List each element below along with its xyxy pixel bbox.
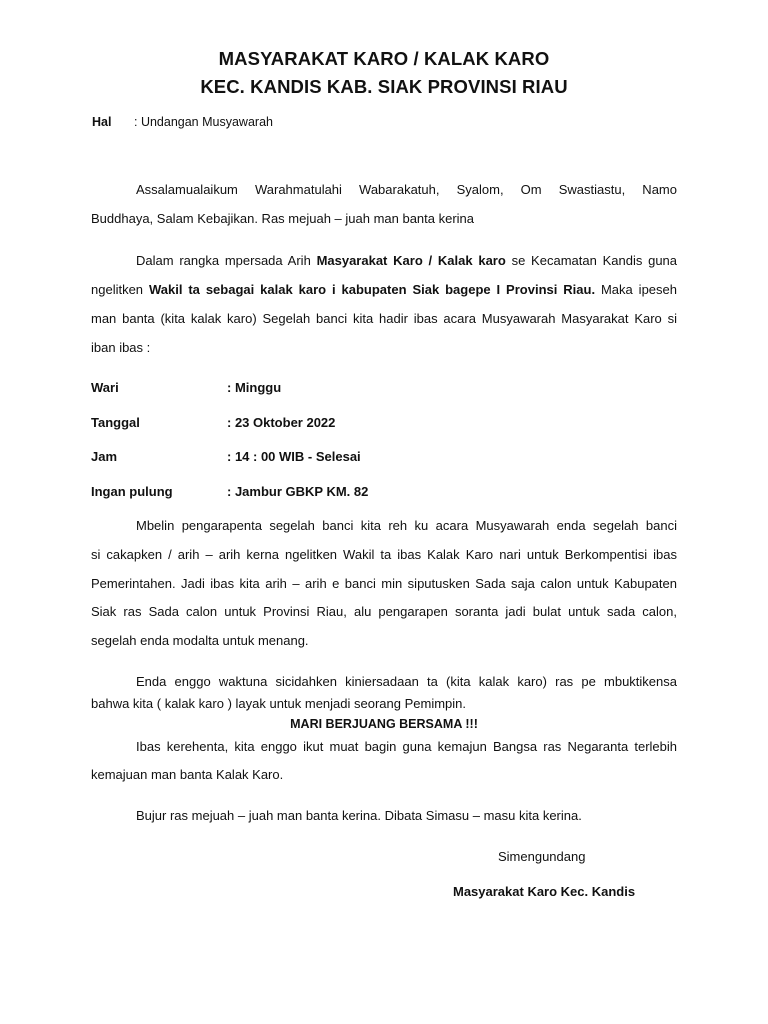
intro-text: Dalam rangka mpersada Arih: [136, 253, 317, 268]
subject-value: : Undangan Musyawarah: [134, 115, 273, 129]
detail-row: [91, 449, 361, 464]
body-line: si cakapken / arih – arih kerna ngelitken Wakil ta ibas Kalak Karo nari untuk Berkompentisi ibas: [91, 547, 677, 562]
detail-row: [91, 415, 335, 430]
intro-line: man banta (kita kalak karo) Segelah banci kita hadir ibas acara Musyawarah Masyarakat Karo si: [91, 311, 677, 326]
letter-subtitle: KEC. KANDIS KAB. SIAK PROVINSI RIAU: [200, 76, 568, 97]
intro-line: iban ibas :: [91, 340, 151, 355]
subject-label: Hal: [92, 115, 112, 129]
closing-line: Bujur ras mejuah – juah man banta kerina. Dibata Simasu – masu kita kerina.: [136, 808, 582, 823]
intro-text: ngelitken: [91, 282, 149, 297]
intro-line: [91, 282, 677, 297]
detail-row: [91, 484, 368, 499]
detail-value: : 14 : 00 WIB - Selesai: [227, 449, 361, 464]
slogan: MARI BERJUANG BERSAMA !!!: [290, 717, 478, 731]
intro-bold: Wakil ta sebagai kalak karo i kabupaten Siak bagepe I Provinsi Riau.: [148, 282, 596, 297]
intro-text: se Kecamatan Kandis guna: [505, 253, 678, 268]
detail-value: : Minggu: [227, 380, 282, 395]
detail-value: : 23 Oktober 2022: [227, 415, 336, 430]
detail-label: Jam: [91, 449, 118, 464]
detail-label: Wari: [91, 380, 119, 395]
greeting-line: Assalamualaikum Warahmatulahi Wabarakatuh, Syalom, Om Swastiastu, Namo: [136, 182, 677, 197]
body-line: Ibas kerehenta, kita enggo ikut muat bagin guna kemajun Bangsa ras Negaranta terlebih: [136, 739, 677, 754]
letter-title: MASYARAKAT KARO / KALAK KARO: [218, 48, 550, 69]
body-line: Mbelin pengarapenta segelah banci kita reh ku acara Musyawarah enda segelah banci: [136, 518, 677, 533]
body-line: bahwa kita ( kalak karo ) layak untuk menjadi seorang Pemimpin.: [91, 696, 467, 711]
detail-value: : Jambur GBKP KM. 82: [227, 484, 369, 499]
body-line: segelah enda modalta untuk menang.: [91, 633, 309, 648]
body-line: Enda enggo waktuna sicidahken kiniersadaan ta (kita kalak karo) ras pe mbuktikensa: [136, 674, 677, 689]
intro-line: [91, 253, 677, 268]
subject-line: [92, 115, 273, 129]
body-line: Siak ras Sada calon untuk Provinsi Riau, alu pengarapen soranta jadi bulat untuk sada calon,: [91, 604, 677, 619]
detail-row: [91, 380, 281, 395]
body-line: Pemerintahen. Jadi ibas kita arih – arih e banci min siputusken Sada saja calon untuk Kabupaten: [91, 576, 677, 591]
intro-text: Maka ipeseh: [595, 282, 677, 297]
greeting-line: Buddhaya, Salam Kebajikan. Ras mejuah – juah man banta kerina: [91, 211, 475, 226]
body-line: kemajuan man banta Kalak Karo.: [91, 767, 284, 782]
signature-name: Masyarakat Karo Kec. Kandis: [453, 884, 636, 899]
intro-bold: Masyarakat Karo / Kalak karo: [316, 253, 506, 268]
signature-role: Simengundang: [498, 849, 586, 864]
detail-label: Ingan pulung: [91, 484, 173, 499]
detail-label: Tanggal: [91, 415, 140, 430]
